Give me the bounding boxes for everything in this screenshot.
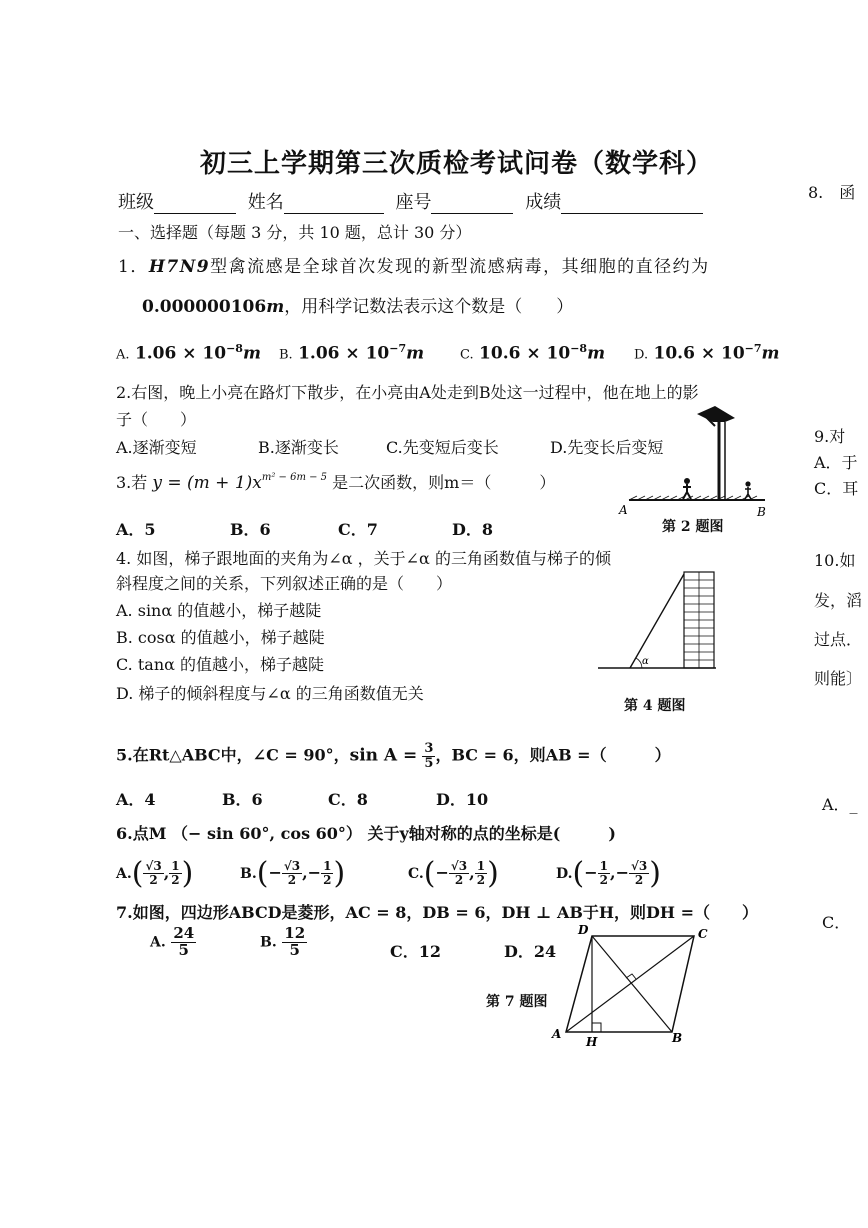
q2-caption: 第 2 题图 bbox=[662, 519, 724, 535]
q3-option-c[interactable]: C．7 bbox=[338, 520, 378, 539]
q1-text: 型禽流感是全球首次发现的新型流感病毒，其细胞的直径约为 bbox=[210, 257, 710, 277]
right-fragment-q9a: A．于 bbox=[814, 453, 858, 472]
name-label: 姓名 bbox=[247, 192, 284, 213]
q3-option-b[interactable]: B．6 bbox=[230, 520, 271, 539]
q3-option-d[interactable]: D．8 bbox=[452, 520, 494, 539]
q5-stem: 5.在Rt△ABC中，∠C = 90°，sin A = $\frac{3}{5}$ ，BC = 6，则AB =（ ） bbox=[116, 741, 671, 771]
q6-stem: 6.点M （− sin 60°, cos 60°） 关于y轴对称的点的坐标是( ) bbox=[116, 824, 616, 843]
q2-streetlamp-figure bbox=[615, 404, 775, 520]
right-fragment-q10d: 则能〕 bbox=[814, 669, 863, 688]
right-fragment-a: A．_ bbox=[822, 795, 858, 814]
page-title: 初三上学期第三次质检考试问卷（数学科） bbox=[200, 149, 714, 179]
q7-label-h: H bbox=[586, 1035, 598, 1049]
score-field[interactable] bbox=[561, 195, 703, 214]
q1-option-a[interactable]: A. $1.06 \times 10^{-8}m$ bbox=[116, 342, 261, 364]
class-label: 班级 bbox=[118, 192, 154, 213]
q4-option-b[interactable]: B. cosα 的值越小，梯子越陡 bbox=[116, 628, 325, 647]
q4-ladder-figure bbox=[598, 568, 718, 672]
right-fragment-q10c: 过点． bbox=[814, 630, 863, 649]
q2-point-b: B bbox=[757, 505, 766, 519]
q7-label-a: A bbox=[552, 1027, 562, 1041]
q3-exponent: m² − 6m − 5 bbox=[261, 472, 328, 483]
q4-option-d[interactable]: D. 梯子的倾斜程度与∠α 的三角函数值无关 bbox=[116, 684, 424, 703]
q1-stem-2 bbox=[142, 292, 573, 317]
q1-number: 1． bbox=[118, 257, 149, 277]
q5-option-d[interactable]: D．10 bbox=[436, 790, 489, 809]
q7-option-c[interactable]: C．12 bbox=[390, 942, 442, 961]
q1-text-2: ，用科学记数法表示这个数是（ ） bbox=[284, 297, 574, 317]
q7-label-b: B bbox=[672, 1031, 683, 1045]
q1-option-b[interactable]: B. $1.06 \times 10^{-7}m$ bbox=[279, 342, 425, 364]
right-fragment-q8: 8. 函 bbox=[808, 183, 856, 202]
q7-label-d: D bbox=[578, 923, 589, 937]
section-heading: 一、选择题（每题 3 分，共 10 题，总计 30 分） bbox=[118, 223, 472, 242]
q6-option-b[interactable]: B.(− $\frac{√3}{2}$ ,− $\frac{1}{2}$ ) bbox=[240, 856, 346, 891]
q6-option-a[interactable]: A.( $\frac{√3}{2}$ , $\frac{1}{2}$ ) bbox=[116, 856, 194, 891]
q1-option-c[interactable]: C. $10.6 \times 10^{-8}m$ bbox=[460, 342, 606, 364]
q6-option-d[interactable]: D.(− $\frac{1}{2}$ ,− $\frac{√3}{2}$ ) bbox=[556, 856, 661, 891]
q5-option-a[interactable]: A．4 bbox=[116, 790, 156, 809]
q7-label-c: C bbox=[698, 927, 708, 941]
q2-option-d[interactable]: D.先变长后变短 bbox=[550, 438, 664, 457]
q4-option-c[interactable]: C. tanα 的值越小，梯子越陡 bbox=[116, 655, 325, 674]
student-info-row bbox=[118, 188, 703, 214]
q1-stem bbox=[118, 252, 710, 277]
q4-caption: 第 4 题图 bbox=[624, 698, 686, 714]
q2-stem: 2.右图，晚上小亮在路灯下散步，在小亮由A处走到B处这一过程中，他在地上的影 bbox=[116, 383, 699, 402]
q4-angle-label: α bbox=[642, 656, 649, 667]
q6-option-c[interactable]: C.(− $\frac{√3}{2}$ , $\frac{1}{2}$ ) bbox=[408, 856, 499, 891]
q7-option-d[interactable]: D．24 bbox=[504, 942, 557, 961]
q2-option-a[interactable]: A.逐渐变短 bbox=[116, 438, 197, 457]
q1-option-d[interactable]: D. $10.6 \times 10^{-7}m$ bbox=[634, 342, 780, 364]
q4-option-a[interactable]: A. sinα 的值越小，梯子越陡 bbox=[116, 601, 322, 620]
right-fragment-q9c: C．耳 bbox=[814, 479, 859, 498]
q7-option-b[interactable]: B. $\frac{12}{5}$ bbox=[260, 924, 306, 959]
q7-rhombus-figure bbox=[548, 920, 720, 1050]
q1-subject: H7N9 bbox=[148, 257, 211, 277]
q2-option-b[interactable]: B.逐渐变长 bbox=[258, 438, 339, 457]
seat-label: 座号 bbox=[395, 192, 432, 213]
name-field[interactable] bbox=[284, 195, 384, 214]
q5-option-b[interactable]: B．6 bbox=[222, 790, 263, 809]
q1-unit: m bbox=[266, 297, 285, 317]
q4-stem-2: 斜程度之间的关系，下列叙述正确的是（ ） bbox=[116, 574, 453, 593]
q2-point-a: A bbox=[619, 503, 628, 517]
q3-formula: y = (m + 1)x bbox=[152, 473, 262, 493]
score-label: 成绩 bbox=[525, 192, 562, 213]
seat-field[interactable] bbox=[431, 195, 513, 214]
q7-option-a[interactable]: A. $\frac{24}{5}$ bbox=[150, 924, 195, 959]
q3-option-a[interactable]: A．5 bbox=[116, 520, 156, 539]
q7-stem: 7.如图，四边形ABCD是菱形，AC = 8，DB = 6，DH ⊥ AB于H，则DH =（ ） bbox=[116, 903, 758, 922]
class-field[interactable] bbox=[154, 195, 236, 214]
q5-option-c[interactable]: C．8 bbox=[328, 790, 368, 809]
q4-stem: 4. 如图，梯子跟地面的夹角为∠α ，关于∠α 的三角函数值与梯子的倾 bbox=[116, 549, 611, 568]
q2-stem-2: 子（ ） bbox=[116, 410, 197, 429]
right-fragment-q10b: 发，滔 bbox=[814, 591, 863, 610]
q7-caption: 第 7 题图 bbox=[486, 994, 548, 1010]
right-fragment-q10: 10.如 bbox=[814, 551, 856, 570]
right-fragment-q9: 9.对 bbox=[814, 427, 846, 446]
q3-stem: 3.若 $y = (m + 1)x^{m^2 - 6m - 5}$ 是二次函数，则m＝（ ） bbox=[116, 472, 556, 493]
q1-value: 0.000000106 bbox=[142, 297, 267, 317]
q2-option-c[interactable]: C.先变短后变长 bbox=[386, 438, 499, 457]
q5-fraction: $\frac{3}{5}$ bbox=[424, 741, 434, 771]
right-fragment-c: C． bbox=[822, 913, 851, 932]
